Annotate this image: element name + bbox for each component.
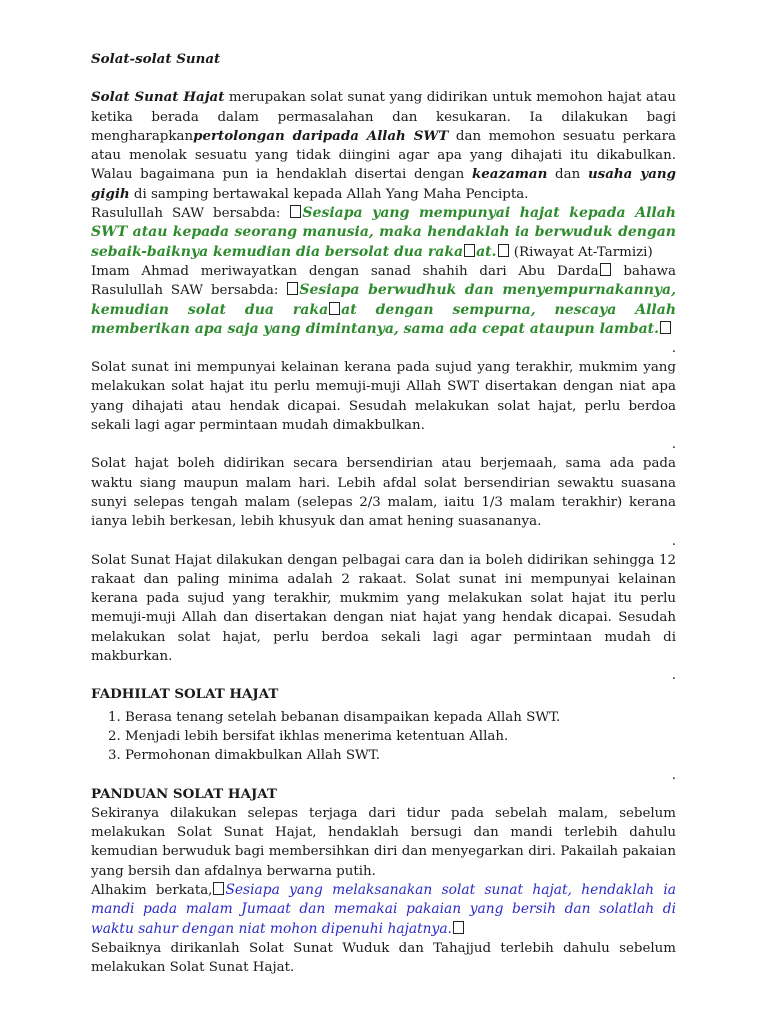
missing-glyph-icon bbox=[287, 282, 298, 295]
hadith-quote: Sesiapa yang mempunyai hajat kepada Allah SWT atau kepada seorang manusia, maka hendaklah ia berwuduk dengan sebaik-baiknya kemudian dia bersolat dua raka bbox=[91, 205, 676, 260]
missing-glyph-icon bbox=[290, 205, 301, 218]
text-span: dan bbox=[547, 167, 588, 183]
paragraph-waktu: Solat hajat boleh didirikan secara bersendirian atau berjemaah, sama ada pada waktu siang maupun malam hari. Lebih afdal solat bersendirian sewaktu suasana sunyi selepas tengah malam (selepas 2/3 malam, iaitu 1/3 malam terakhir) kerana ianya lebih berkesan, lebih khusyuk dan amat hening suasananya. bbox=[91, 456, 676, 530]
paragraph-rakaat: Solat Sunat Hajat dilakukan dengan pelbagai cara dan ia boleh didirikan sehingga 12 rakaat dan paling minima adalah 2 rakaat. Solat sunat ini mempunyai kelainan kerana pada sujud yang terakhir, mukmim yang melakukan solat hajat itu perlu memuji-muji Allah dan disertakan dengan niat hajat yang hendak dicapai. Sesudah melakukan solat hajat, perlu berdoa sekali lagi agar permintaan mudah di makburkan. bbox=[91, 552, 676, 665]
paragraph-kelainan: Solat sunat ini mempunyai kelainan kerana pada sujud yang terakhir, mukmim yang melakukan solat hajat itu perlu memuji-muji Allah SWT disertakan dengan niat apa yang dihajati atau hendak dicapai. Sesudah melakukan solat hajat, perlu berdoa sekali lagi agar permintaan mudah dimakbulkan. bbox=[91, 360, 676, 434]
separator-dot: . bbox=[671, 437, 676, 453]
paragraph-sebaiknya: Sebaiknya dirikanlah Solat Sunat Wuduk dan Tahajjud terlebih dahulu sebelum melakukan Solat Sunat Hajat. bbox=[91, 940, 676, 976]
term-keazaman: keazaman bbox=[471, 166, 548, 183]
hadith-quote-end: at dengan sempurna, nescaya Allah memberikan apa saja yang dimintanya, sama ada cepat ataupun lambat. bbox=[91, 301, 676, 337]
missing-glyph-icon bbox=[453, 921, 464, 934]
paragraph-intro bbox=[91, 88, 676, 204]
list-item: 3. Permohonan dimakbulkan Allah SWT. bbox=[125, 746, 676, 765]
text-span: dan memohon sesuatu perkara atau menolak sesuatu yang tidak diingini agar apa yang dihajati itu dikabulkan. Walau bagaimana pun ia hendaklah disertai dengan bbox=[91, 128, 677, 183]
list-item: 1. Berasa tenang setelah bebanan disampaikan kepada Allah SWT. bbox=[125, 708, 676, 727]
hadith-quote: Sesiapa berwudhuk dan menyempurnakannya, kemudian solat dua raka bbox=[91, 282, 676, 318]
panduan-heading: PANDUAN SOLAT HAJAT bbox=[91, 785, 277, 802]
paragraph-panduan: Sekiranya dilakukan selepas terjaga dari tidur pada sebelah malam, sebelum melakukan Solat Sunat Hajat, hendaklah bersugi dan mandi terlebih dahulu kemudian berwuduk bagi membersihkan diri dan menyegarkan diri. Pakailah pakaian yang bersih dan afdalnya berwarna putih. bbox=[91, 805, 676, 879]
hadith-quote-end: at. bbox=[476, 243, 497, 260]
text-span: Alhakim berkata, bbox=[91, 882, 213, 898]
paragraph-hadith-ahmad bbox=[91, 262, 676, 339]
text-span: Imam Ahmad meriwayatkan dengan sanad shahih dari Abu Darda bbox=[91, 263, 599, 279]
separator-dot: . bbox=[671, 341, 676, 357]
document-page bbox=[91, 50, 676, 977]
fadhilat-list bbox=[91, 708, 676, 766]
text-span: merupakan solat sunat yang didirikan untuk memohon hajat atau ketika berada dalam permasalahan dan kesukaran. Ia dilakukan bagi mengharapkan bbox=[91, 90, 676, 144]
term-pertolongan: pertolongan daripada Allah SWT bbox=[193, 127, 449, 144]
alhakim-quote: Sesiapa yang melaksanakan solat sunat hajat, hendaklah ia mandi pada malam Jumaat dan memakai pakaian yang bersih dan solatlah di waktu sahur dengan niat mohon dipenuhi hajatnya. bbox=[91, 881, 676, 937]
term-solat-sunat-hajat: Solat Sunat Hajat bbox=[91, 89, 225, 106]
missing-glyph-icon bbox=[464, 244, 475, 257]
separator-dot: . bbox=[671, 668, 676, 684]
text-span: Rasulullah SAW bersabda: bbox=[91, 206, 290, 222]
separator-dot: . bbox=[671, 767, 676, 783]
term-usaha-gigih: usaha yang gigih bbox=[91, 166, 676, 202]
citation: (Riwayat At-Tarmizi) bbox=[509, 244, 653, 260]
paragraph-hadith-tirmizi bbox=[91, 204, 676, 262]
missing-glyph-icon bbox=[213, 882, 224, 895]
missing-glyph-icon bbox=[329, 302, 340, 315]
paragraph-alhakim bbox=[91, 881, 676, 939]
document-title: Solat-solat Sunat bbox=[91, 51, 221, 67]
list-item: 2. Menjadi lebih bersifat ikhlas menerima ketentuan Allah. bbox=[125, 727, 676, 746]
missing-glyph-icon bbox=[600, 263, 611, 276]
separator-dot: . bbox=[671, 533, 676, 549]
text-span: di samping bertawakal kepada Allah Yang Maha Pencipta. bbox=[129, 186, 529, 202]
fadhilat-heading: FADHILAT SOLAT HAJAT bbox=[91, 686, 279, 703]
text-span: bahawa Rasulullah SAW bersabda: bbox=[91, 263, 677, 299]
missing-glyph-icon bbox=[498, 244, 509, 257]
missing-glyph-icon bbox=[660, 321, 671, 334]
